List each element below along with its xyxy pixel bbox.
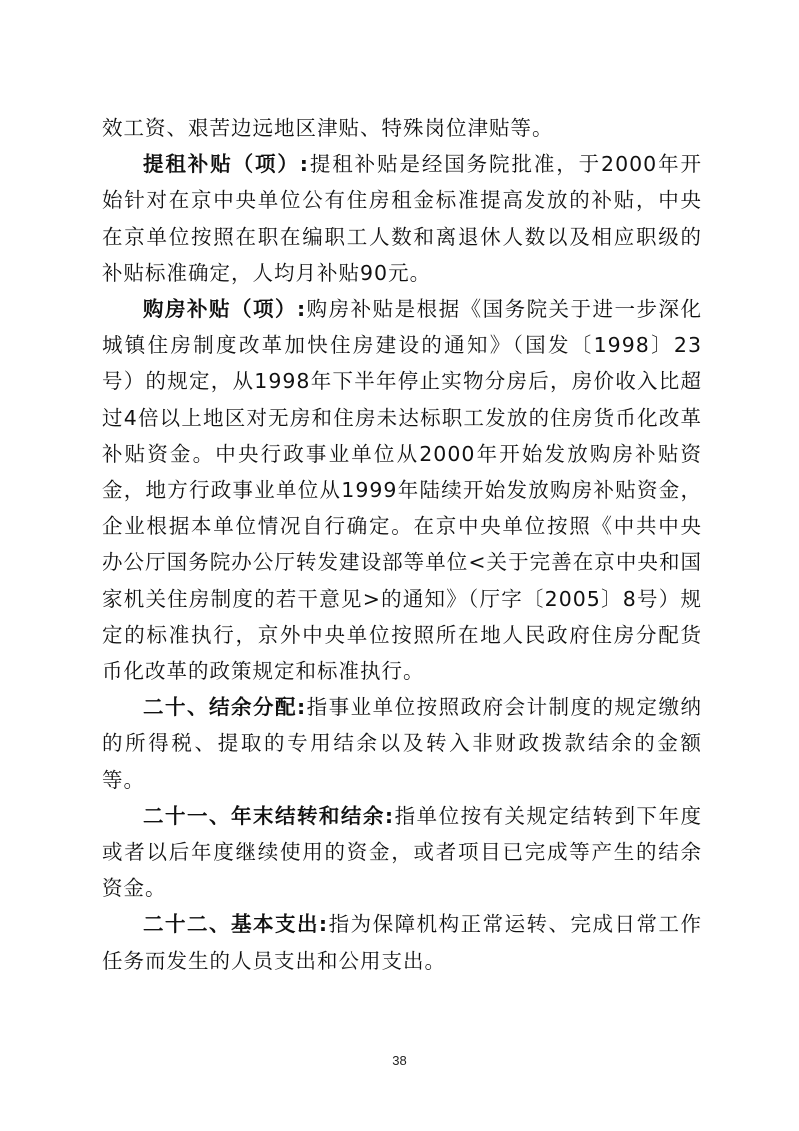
paragraph-basic-expenditure xyxy=(102,906,702,978)
document-body xyxy=(102,110,702,979)
paragraph-text: 指为保障机构正常运转、完成日常工作任务而发生的人员支出和公用支出。 xyxy=(102,912,703,973)
paragraph-text: 提租补贴是经国务院批准，于2000年开始针对在京中央单位公有住房租金标准提高发放的补贴，中央在京单位按照在职在编职工人数和离退休人数以及相应职级的补贴标准确定，人均月补贴90元。 xyxy=(102,152,703,285)
paragraph-housing-purchase-subsidy xyxy=(102,291,702,689)
paragraph-surplus-distribution xyxy=(102,689,702,798)
term-heading: 二十、结余分配: xyxy=(143,695,307,720)
term-heading: 购房补贴（项）: xyxy=(143,297,307,322)
paragraph-text: 效工资、艰苦边远地区津贴、特殊岗位津贴等。 xyxy=(102,116,554,140)
term-heading: 二十一、年末结转和结余: xyxy=(143,803,395,828)
term-heading: 二十二、基本支出: xyxy=(143,912,329,937)
paragraph-text: 指事业单位按照政府会计制度的规定缴纳的所得税、提取的专用结余以及转入非财政拨款结余的金额等。 xyxy=(102,695,703,792)
paragraph-text: 指单位按有关规定结转到下年度或者以后年度继续使用的资金，或者项目已完成等产生的结余资金。 xyxy=(102,803,702,901)
page-number: 38 xyxy=(392,1053,407,1068)
paragraph-text: 购房补贴是根据《国务院关于进一步深化城镇住房制度改革加快住房建设的通知》（国发〔1998〕23号）的规定，从1998年下半年停止实物分房后，房价收入比超过4倍以上地区对无房和住房未达标职工发放的住房货币化改革补贴资金。中央行政事业单位从2000年开始发放购房补贴资金，地方行政事业单位从1999年陆续开始发放购房补贴资金，企业根据本单位情况自行确定。在京中央单位按照《中共中央办公厅国务院办公厅转发建设部等单位<关于完善在京中央和国家机关住房制度的若干意见>的通知》（厅字〔2005〕8号）规定的标准执行，京外中央单位按照所在地人民政府住房分配货币化改革的政策规定和标准执行。 xyxy=(102,297,703,684)
term-heading: 提租补贴（项）: xyxy=(143,152,309,177)
paragraph-rent-subsidy xyxy=(102,146,702,291)
paragraph-year-end-carryover xyxy=(102,798,702,907)
paragraph-continuation xyxy=(102,110,702,146)
